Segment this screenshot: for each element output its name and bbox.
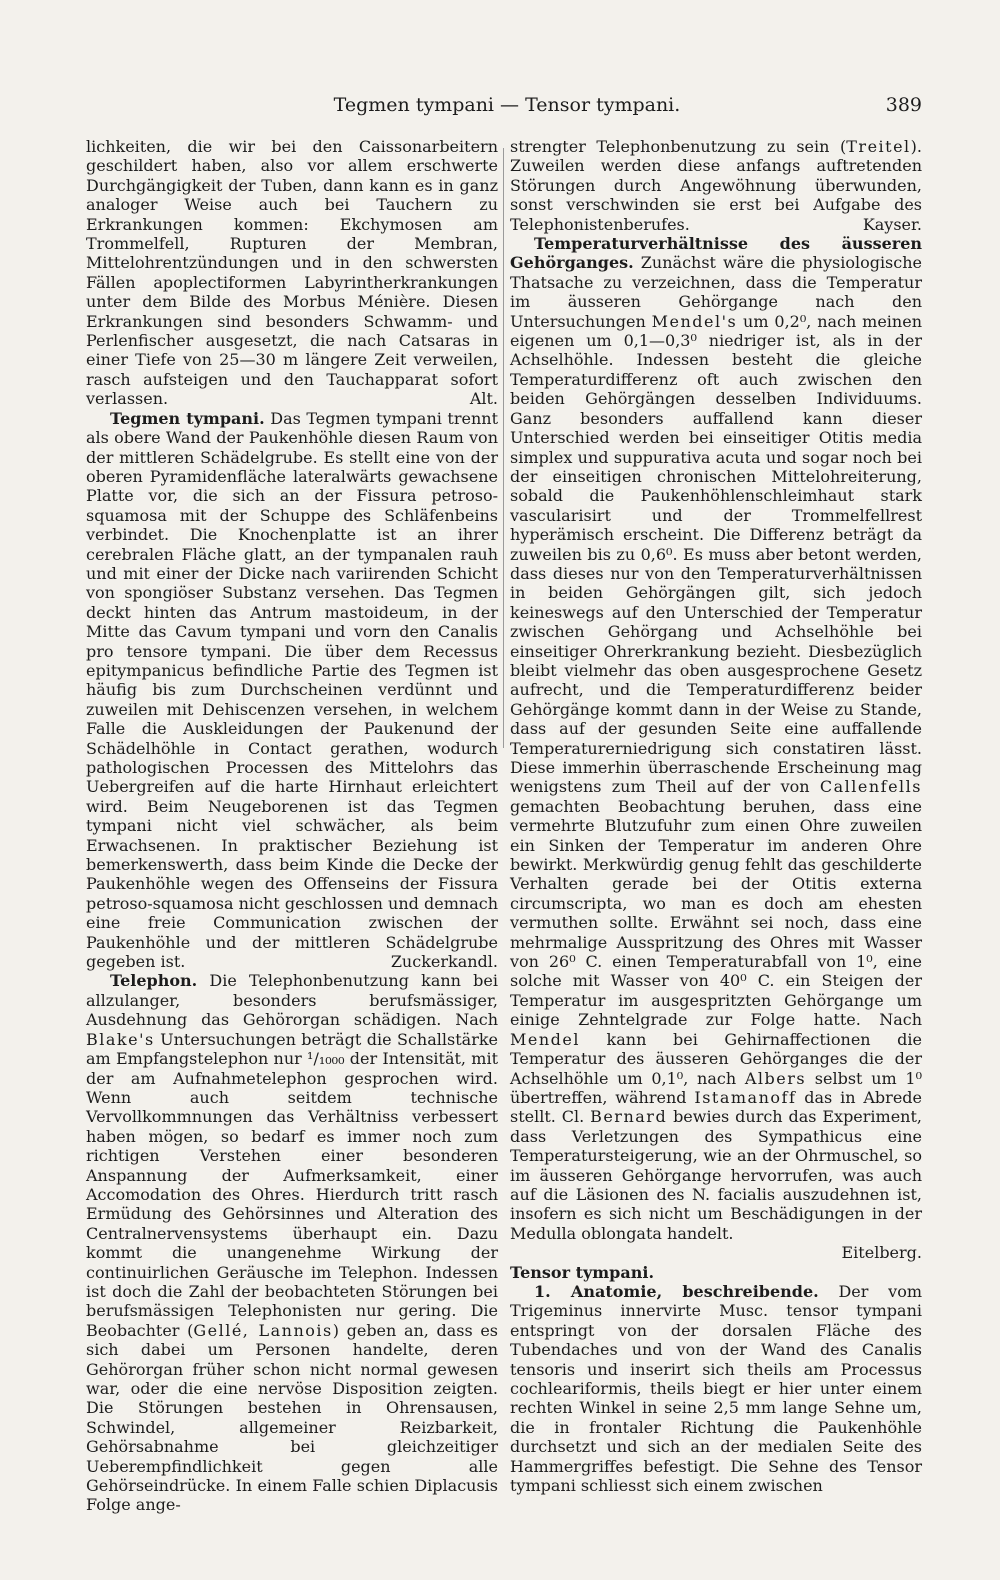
telephon-continuation bbox=[510, 137, 922, 234]
author-bernard: Bernard bbox=[590, 1107, 668, 1127]
author-blake: Blake's bbox=[86, 1029, 155, 1049]
page-header bbox=[92, 94, 922, 124]
author-mendel-1: Mendel's bbox=[651, 311, 738, 331]
telephon-text-a: Die Telephonbenutzung kann bei allzulanger, besonders berufsmässiger, Ausdehnung das Gehörorgan schädigen. Nach bbox=[86, 971, 498, 1030]
author-treitel: Treitel bbox=[846, 137, 911, 156]
temp-text-e: selbst um 1⁰ übertreffen, während bbox=[510, 1068, 922, 1107]
temp-text-c: gemachten Beobachtung beruhen, dass eine vermehrte Blutzufuhr zum einen Ohre zuweilen ein Sinken der Temperatur im anderen Ohre bewirkt. Merkwürdig genug fehlt das geschilderte Verhalten gerade bei der Otitis externa circumscripta, wo man es doch am ehesten vermuthen sollte. Erwähnt sei noch, dass eine mehrmalige Ausspritzung des Ohres mit Wasser von 26⁰ C. einen Temperaturabfall von 1⁰, eine solche mit Wasser von 40⁰ C. ein Steigen der Temperatur im ausgespritzten Gehörgange um einige Zehntelgrade zur Folge hatte. Nach bbox=[510, 796, 922, 1030]
right-column bbox=[510, 137, 922, 1495]
author-gelle-lannois: Gellé, Lannois bbox=[193, 1320, 333, 1340]
author-callenfells: Callenfells bbox=[819, 777, 922, 797]
column-divider bbox=[503, 148, 504, 748]
page-number: 389 bbox=[885, 94, 922, 116]
entry-tegmen-tympani bbox=[86, 409, 498, 972]
temp-text-d: kann bei Gehirnaffectionen die Temperatur des äusseren Gehörganges die der Achselhöhle um 0,1⁰, nach bbox=[510, 1029, 922, 1088]
telephon-text-b: Untersuchungen beträgt die Schallstärke am Empfangstelephon nur ¹/₁₀₀₀ der Intensität, mit der am Aufnahmetelephon gesprochen wird. Wenn auch seitdem technische Vervollkommnungen das Verhältniss verbessert haben mögen, so bedarf es immer noch zum richtigen Verstehen einer besonderen Anspannung der Aufmerksamkeit, einer Accomodation des Ohres. Hierdurch tritt rasch Ermüdung des Gehörsinnes und Alteration des Centralnervensystems überhaupt ein. Dazu kommt die unangenehme Wirkung der continuirlichen Geräusche im Telephon. Indessen ist doch die Zahl der beobachteten Störungen bei berufsmässigen Telephonisten nur gering. Die Beobachter ( bbox=[86, 1029, 498, 1340]
temp-text-g: bewies durch das Experiment, dass Verletzungen des Sympathicus eine Temperatursteigerung, wie an der Ohrmuschel, so im äusseren Gehörgange hervorrufen, was auch auf die Läsionen des N. facialis auszudehnen ist, insofern es sich nicht um Beschädigungen in der Medulla oblongata handelt. bbox=[510, 1107, 923, 1243]
entry-keyword-temperatur: Temperaturverhältnisse des äusseren Gehörganges. bbox=[510, 234, 922, 273]
entry-keyword-tegmen: Tegmen tympani. bbox=[110, 408, 265, 428]
telephon-text-c: ) geben an, dass es sich dabei um Personen handelte, deren Gehörorgan früher schon nicht normal gewesen war, oder die eine nervöse Disposition zeigten. Die Störungen bestehen in Ohrensausen, Schwindel, allgemeiner Reizbarkeit, Gehörsabnahme bei gleichzeitiger Ueberempfindlichkeit gegen alle Gehörseindrücke. In einem Falle schien Diplacusis Folge ange- bbox=[86, 1320, 499, 1515]
caisson-text: lichkeiten, die wir bei den Caissonarbeitern geschildert haben, also vor allem erschwerte Durchgängigkeit der Tuben, dann kann es in ganz analoger Weise auch bei Tauchern zu Erkrankungen kommen: Ekchymosen am Trommelfell, Rupturen der Membran, Mittelohrentzündungen und in den schwersten Fällen apoplectiformen Labyrintherkrankungen unter dem Bilde des Morbus Ménière. Diesen Erkrankungen sind besonders Schwamm- und Perlenfischer ausgesetzt, die nach Catsaras in einer Tiefe von 25—30 m längere Zeit verweilen, rasch aufsteigen und den Tauchapparat sofort verlassen. bbox=[86, 137, 498, 409]
temp-text-b: um 0,2⁰, nach meinen eigenen um 0,1—0,3⁰ niedriger ist, als in der Achselhöhle. Indessen besteht die gleiche Temperaturdifferenz oft auch zwischen den beiden Gehörgängen desselben Individuums. Ganz besonders auffallend kann dieser Unterschied werden bei einseitiger Otitis media simplex und suppurativa acuta und sogar noch bei der einseitigen chronischen Mittelohreiterung, sobald die Paukenhöhlenschleimhaut stark vascularisirt und der Trommelfellrest hyperämisch erscheint. Die Differenz beträgt da zuweilen bis zu 0,6⁰. Es muss aber betont werden, dass dieses nur von den Temperaturverhältnissen in beiden Gehörgängen gilt, sich jedoch keineswegs auf den Unterschied der Temperatur zwischen Gehörgang und Achselhöhle bei einseitiger Ohrerkrankung bezieht. Diesbezüglich bleibt vielmehr das oben ausgesprochene Gesetz aufrecht, und die Temperaturdifferenz beider Gehörgänge kommt dann in der Weise zu Stande, dass auf der gesunden Seite eine auffallende Temperaturerniedrigung sich constatiren lässt. Diese immerhin überraschende Erscheinung mag wenigstens zum Theil auf der von bbox=[510, 311, 923, 797]
section-heading-tensor-tympani: Tensor tympani. bbox=[510, 1262, 655, 1282]
signature-eitelberg: Eitelberg. bbox=[841, 1243, 922, 1263]
signature-zuckerkandl: Zuckerkandl. bbox=[390, 952, 498, 972]
signature-alt: Alt. bbox=[469, 389, 498, 409]
author-istamanoff: Istamanoff bbox=[694, 1087, 797, 1107]
running-title: Tegmen tympani — Tensor tympani. bbox=[333, 94, 681, 116]
telephon-cont-text-b: ). Zuweilen werden diese anfangs auftretenden Störungen durch Angewöhnung überwunden, sonst verschwinden sie erst bei Aufgabe des Telephonistenberufes. bbox=[510, 137, 922, 234]
anatomie-text: Der vom Trigeminus innervirte Musc. tensor tympani entspringt von der dorsalen Fläche des Tubendaches und von der Wand des Canalis tensoris und inserirt sich theils am Processus cochleariformis, theils biegt er hier unter einem rechten Winkel in seine 2,5 mm lange Sehne um, die in frontaler Richtung die Paukenhöhle durchsetzt und sich an der medialen Seite des Hammergriffes befestigt. Die Sehne des Tensor tympani schliesst sich einem zwischen bbox=[510, 1281, 922, 1496]
telephon-cont-text-a: strengter Telephonbenutzung zu sein ( bbox=[510, 137, 847, 156]
entry-telephon bbox=[86, 971, 498, 1514]
author-albers: Albers bbox=[744, 1068, 807, 1088]
caisson-continuation bbox=[86, 137, 498, 409]
entry-keyword-telephon: Telephon. bbox=[110, 971, 198, 991]
left-column bbox=[86, 137, 498, 1515]
subheading-anatomie: 1. Anatomie, beschreibende. bbox=[534, 1281, 819, 1301]
entry-anatomie bbox=[510, 1282, 922, 1495]
entry-temperatur bbox=[510, 234, 922, 1243]
tegmen-text: Das Tegmen tympani trennt als obere Wand der Paukenhöhle diesen Raum von der mittleren Schädelgrube. Es stellt eine von der oberen Pyramidenfläche lateralwärts gewachsene Platte vor, die sich an der Fissura petroso-squamosa mit der Schuppe des Schläfenbeins verbindet. Die Knochenplatte ist an ihrer cerebralen Fläche glatt, an der tympanalen rauh und mit einer der Dicke nach variirenden Schicht von spongiöser Substanz versehen. Das Tegmen deckt hinten das Antrum mastoideum, in der Mitte das Cavum tympani und vorn den Canalis pro tensore tympani. Die über dem Recessus epitympanicus befindliche Partie des Tegmen ist häufig bis zum Durchscheinen verdünnt und zuweilen mit Dehiscenzen versehen, in welchem Falle die Auskleidungen der Paukenund der Schädelhöhle in Contact gerathen, wodurch pathologischen Processen des Mittelohrs das Uebergreifen auf die harte Hirnhaut erleichtert wird. Beim Neugeborenen ist das Tegmen tympani nicht viel schwächer, als beim Erwachsenen. In praktischer Beziehung ist bemerkenswerth, dass beim Kinde die Decke der Paukenhöhle wegen des Offenseins der Fissura petroso-squamosa nicht geschlossen und demnach eine freie Communication zwischen der Paukenhöhle und der mittleren Schädelgrube gegeben ist. bbox=[86, 408, 499, 972]
temp-text-f: das in Abrede stellt. Cl. bbox=[510, 1087, 923, 1127]
signature-kayser: Kayser. bbox=[862, 214, 922, 234]
temp-text-a: Zunächst wäre die physiologische Thatsache zu verzeichnen, dass die Temperatur im äusseren Gehörgange nach den Untersuchungen bbox=[510, 253, 922, 331]
author-mendel-2: Mendel bbox=[510, 1029, 580, 1049]
